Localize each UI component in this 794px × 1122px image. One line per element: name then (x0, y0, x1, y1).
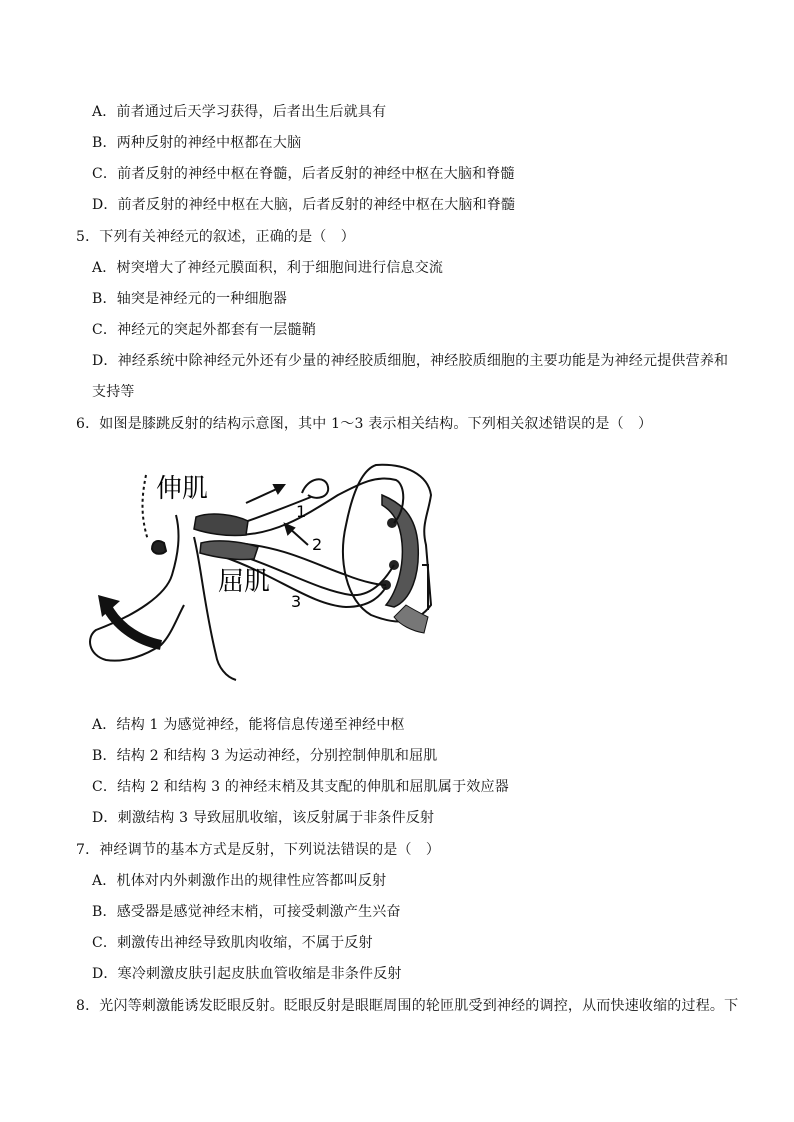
q6-stem: 6．如图是膝跳反射的结构示意图，其中 1～3 表示相关结构。下列相关叙述错误的是（ ） (76, 416, 653, 432)
swing-arrow (106, 605, 161, 645)
q4-option-d: D．前者反射的神经中枢在大脑，后者反射的神经中枢在大脑和脊髓 (92, 197, 516, 213)
leg-illustration (90, 475, 236, 680)
q5-option-d: D．神经系统中除神经元外还有少量的神经胶质细胞，神经胶质细胞的主要功能是为神经元提供营养和 (92, 353, 729, 369)
q7-stem: 7．神经调节的基本方式是反射，下列说法错误的是（ ） (76, 842, 441, 858)
thigh-muscles (194, 514, 258, 560)
knee-jerk-reflex-figure (76, 455, 446, 685)
structure-number-2: 2 (312, 535, 323, 554)
ganglion-loop (302, 479, 328, 498)
spinal-cord-illustration (343, 465, 431, 633)
q6-option-b: B．结构 2 和结构 3 为运动神经，分别控制伸肌和屈肌 (92, 748, 438, 764)
q5-option-d-continued: 支持等 (92, 384, 135, 400)
q4-option-a: A．前者通过后天学习获得，后者出生后就具有 (92, 104, 387, 120)
q7-option-d: D．寒冷刺激皮肤引起皮肤血管收缩是非条件反射 (92, 966, 402, 982)
q7-option-b: B．感受器是感觉神经末梢，可接受刺激产生兴奋 (92, 904, 401, 920)
q5-option-b: B．轴突是神经元的一种细胞器 (92, 291, 288, 307)
structure-number-1: 1 (296, 502, 307, 521)
q4-option-b: B．两种反射的神经中枢都在大脑 (92, 135, 302, 151)
q7-option-c: C．刺激传出神经导致肌肉收缩，不属于反射 (92, 935, 373, 951)
q6-option-d: D．刺激结构 3 导致屈肌收缩，该反射属于非条件反射 (92, 810, 435, 826)
q5-option-c: C．神经元的突起外都套有一层髓鞘 (92, 322, 316, 338)
q4-option-c: C．前者反射的神经中枢在脊髓，后者反射的神经中枢在大脑和脊髓 (92, 166, 515, 182)
q5-option-a: A．树突增大了神经元膜面积，利于细胞间进行信息交流 (92, 260, 444, 276)
label-extensor: 伸肌 (156, 474, 209, 504)
q6-option-c: C．结构 2 和结构 3 的神经末梢及其支配的伸肌和屈肌属于效应器 (92, 779, 509, 795)
q6-option-a: A．结构 1 为感觉神经，能将信息传递至神经中枢 (92, 717, 405, 733)
structure-number-3: 3 (291, 592, 302, 611)
q8-stem: 8．光闪等刺激能诱发眨眼反射。眨眼反射是眼眶周围的轮匝肌受到神经的调控，从而快速收缩的过程。下 (76, 998, 739, 1014)
q5-stem: 5．下列有关神经元的叙述，正确的是（ ） (76, 229, 355, 245)
q7-option-a: A．机体对内外刺激作出的规律性应答都叫反射 (92, 873, 387, 889)
label-flexor: 屈肌 (218, 567, 271, 597)
